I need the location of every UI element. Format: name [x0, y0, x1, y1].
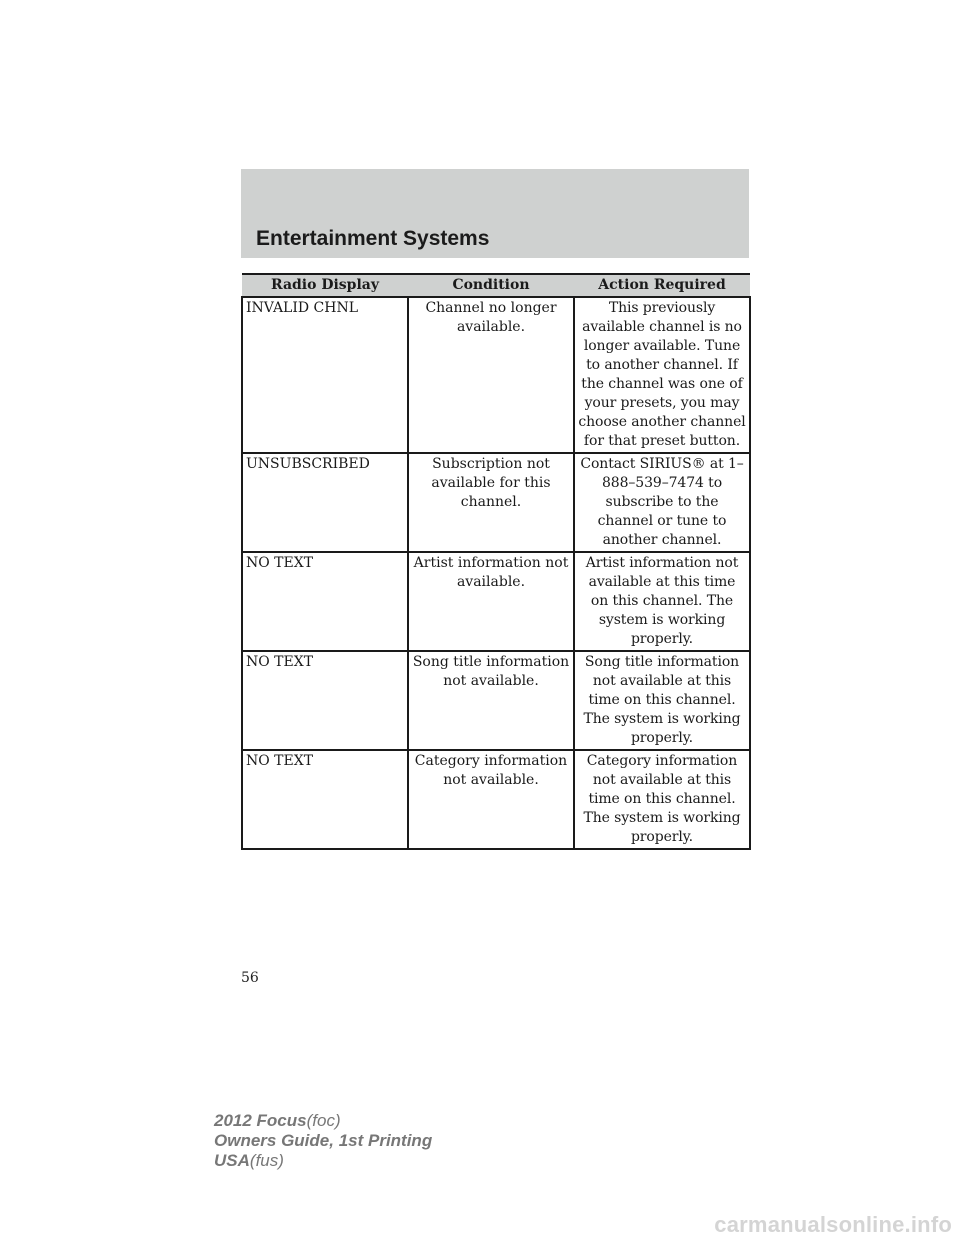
condition-cell: Category information not available.	[408, 750, 574, 849]
column-header-action-required: Action Required	[574, 274, 750, 297]
table-row	[242, 552, 750, 651]
radio-display-table	[241, 273, 751, 850]
radio-display-cell: NO TEXT	[242, 651, 408, 750]
footer-line-guide	[214, 1131, 432, 1151]
condition-cell: Channel no longer available.	[408, 297, 574, 453]
document-footer	[214, 1111, 432, 1171]
radio-display-cell: INVALID CHNL	[242, 297, 408, 453]
condition-cell: Artist information not available.	[408, 552, 574, 651]
column-header-condition: Condition	[408, 274, 574, 297]
action-required-cell: Song title information not available at this time on this channel. The system is working properly.	[574, 651, 750, 750]
condition-cell: Subscription not available for this channel.	[408, 453, 574, 552]
action-required-cell: This previously available channel is no longer available. Tune to another channel. If the channel was one of your presets, you may choose another channel for that preset button.	[574, 297, 750, 453]
action-required-cell: Contact SIRIUS® at 1–888–539–7474 to subscribe to the channel or tune to another channel.	[574, 453, 750, 552]
table-row	[242, 453, 750, 552]
footer-guide-edition: Owners Guide, 1st Printing	[214, 1131, 433, 1150]
footer-line-model	[214, 1111, 432, 1131]
footer-model-code: (foc)	[306, 1111, 341, 1130]
action-required-cell: Category information not available at this time on this channel. The system is working properly.	[574, 750, 750, 849]
table-row	[242, 750, 750, 849]
footer-model-name: 2012 Focus	[214, 1111, 307, 1130]
radio-display-cell: NO TEXT	[242, 750, 408, 849]
radio-display-cell: UNSUBSCRIBED	[242, 453, 408, 552]
radio-display-cell: NO TEXT	[242, 552, 408, 651]
column-header-radio-display: Radio Display	[242, 274, 408, 297]
action-required-cell: Artist information not available at this time on this channel. The system is working properly.	[574, 552, 750, 651]
section-title: Entertainment Systems	[256, 227, 490, 250]
table-row	[242, 651, 750, 750]
table-header-row	[242, 274, 750, 297]
footer-region-name: USA	[214, 1151, 250, 1170]
site-watermark: carmanualsonline.info	[714, 1212, 952, 1237]
table-row	[242, 297, 750, 453]
condition-cell: Song title information not available.	[408, 651, 574, 750]
footer-line-region	[214, 1151, 432, 1171]
footer-region-code: (fus)	[249, 1151, 284, 1170]
page-number: 56	[241, 970, 259, 986]
